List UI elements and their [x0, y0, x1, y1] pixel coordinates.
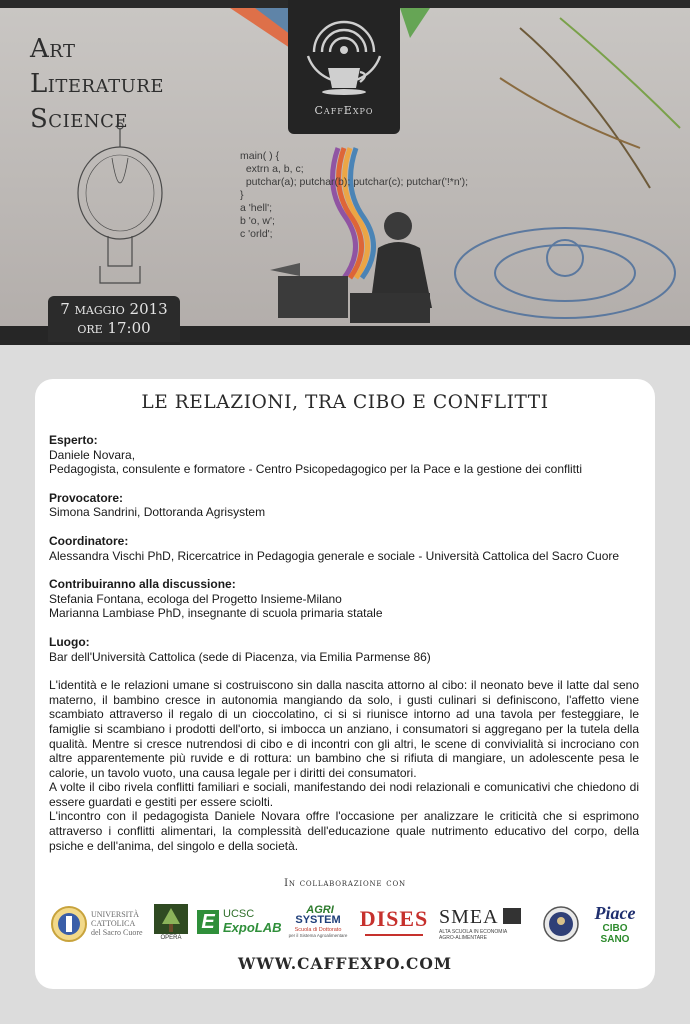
event-time: ore 17:00: [77, 319, 151, 337]
section-provocatore: [49, 491, 639, 520]
code-line: c 'orld';: [240, 228, 273, 240]
event-banner: [0, 0, 690, 345]
section-heading: Luogo:: [49, 634, 90, 649]
opera-logo[interactable]: [151, 904, 191, 944]
section-esperto: [49, 433, 639, 477]
code-line: a 'hell';: [240, 202, 273, 214]
agri-label: AGRI: [306, 904, 334, 916]
smea-logo[interactable]: [439, 904, 531, 944]
section-line: Simona Sandrini, Dottoranda Agrisystem: [49, 505, 266, 520]
dises-label: DISES: [359, 906, 429, 931]
section-contributors: [49, 577, 639, 621]
event-date: 7 maggio 2013: [60, 300, 168, 318]
piace-label: Piace: [594, 903, 636, 923]
section-heading: Provocatore:: [49, 490, 124, 505]
fern-leaves: [500, 18, 680, 188]
section-line: Stefania Fontana, ecologa del Progetto Insieme-Milano: [49, 591, 342, 606]
expolab-label: ExpoLAB: [223, 920, 282, 935]
section-heading: Esperto:: [49, 433, 98, 447]
ucsc-label: UCSC: [223, 908, 255, 920]
headline: [30, 32, 164, 137]
code-line: extrn a, b, c;: [240, 163, 304, 175]
code-line: putchar(a); putchar(b); putchar(c); putchar('!*n');: [240, 176, 469, 188]
code-line: main( ) {: [240, 150, 280, 162]
description-paragraph: L'identità e le relazioni umane si costruiscono sin dalla nascita attorno al cibo: il neonato beve il latte dal seno materno, il bambino cresce in autonomia mangiando da solo, i gusti culinari si definiscono, l'affetto viene scambiato attraverso il regalo di un cioccolatino, ci si si riunisce intorno ad una tavola per festeggiare, le famiglie si scambiano i prodotti dell'orto, si imbocca un anziano, i consumatori si aggregano per la tutela della qualità. Mentre si cresce nutrendosi di cibo e di incontri con gli altri, le scene di convivialità si incrociano con altre apparentemente più ruvide e di rottura: un bambino che si rifiuta di mangiare, un adolescente pesa le calorie, un tavolo vuoto, una causa legale per i diritti dei consumatori.: [49, 678, 639, 780]
opera-tree-icon: [154, 904, 188, 934]
partner-logos: [47, 904, 643, 944]
event-card: [35, 379, 655, 989]
smea-badge-icon: [503, 908, 521, 924]
section-line: Alessandra Vischi PhD, Ricercatrice in Pedagogia generale e sociale - Università Cattolica del Sacro Cuore: [49, 548, 620, 563]
headline-literature: Literature: [30, 69, 164, 99]
agri-sub: Scuola di Dottorato: [294, 927, 342, 933]
piace-cibo-sano-logo[interactable]: [587, 904, 643, 944]
coffee-cup-signal-icon: [288, 0, 400, 104]
opera-label: OPERA: [160, 935, 182, 941]
code-line: b 'o, w';: [240, 215, 275, 227]
expolab-e-icon: E: [197, 910, 219, 934]
system-label: SYSTEM: [295, 914, 341, 926]
section-line: Bar dell'Università Cattolica (sede di Piacenza, via Emilia Parmense 86): [49, 649, 431, 664]
code-snippet: [240, 150, 468, 241]
collaboration-label: In collaborazione con: [284, 878, 406, 889]
website-link[interactable]: WWW.CAFFEXPO.COM: [237, 954, 453, 973]
cattolica-line: CATTOLICA: [91, 919, 136, 928]
ornament: [455, 228, 675, 318]
section-line: Pedagogista, consulente e formatore - Centro Psicopedagogico per la Pace e la gestione dei conflitti: [49, 462, 582, 477]
smea-sub: ALTA SCUOLA IN ECONOMIA: [439, 929, 508, 935]
emblem-logo[interactable]: [541, 904, 581, 944]
light-bulb-drawing: [78, 123, 162, 283]
section-line: Marianna Lambiase PhD, insegnante di scuola primaria statale: [49, 606, 383, 621]
dises-rule: [365, 934, 423, 936]
headline-science: Science: [30, 104, 128, 134]
date-badge: [48, 296, 180, 342]
section-heading: Contribuiranno alla discussione:: [49, 577, 236, 592]
headline-art: Art: [30, 34, 76, 64]
event-title: LE RELAZIONI, TRA CIBO E CONFLITTI: [141, 392, 549, 413]
description-paragraph: L'incontro con il pedagogista Daniele Novara offre l'occasione per analizzare le criticità che si esprimono attraverso i conflitti alimentari, la complessità dell'educazione quale nutrimento educativo del corpo, della psiche e dell'anima, del singolo e della società.: [49, 809, 639, 853]
dises-logo[interactable]: [357, 904, 431, 944]
agri-sub2: per il Sistema Agroalimentare: [288, 933, 348, 938]
cibo-sano-label: CIBO SANO: [600, 923, 630, 945]
smea-label: SMEA: [439, 906, 499, 928]
section-line: Daniele Novara,: [49, 447, 136, 462]
section-coordinatore: [49, 534, 639, 563]
cattolica-seal-icon: [51, 906, 87, 942]
ucsc-expolab-logo[interactable]: [197, 904, 282, 944]
code-line: }: [240, 189, 244, 201]
section-luogo: [49, 635, 639, 664]
section-heading: Coordinatore:: [49, 533, 129, 548]
cattolica-logo[interactable]: [47, 904, 147, 944]
caffexpo-logo: [288, 0, 400, 134]
smea-sub2: AGRO-ALIMENTARE: [439, 935, 487, 941]
emblem-seal-icon: [543, 906, 579, 942]
agrisystem-logo[interactable]: [287, 904, 349, 944]
cattolica-line: del Sacro Cuore: [91, 928, 143, 937]
description-paragraph: A volte il cibo rivela conflitti familiari e sociali, manifestando dei nodi relazionali e comunicativi che chiedono di essere guardati e gestiti per essere sciolti.: [49, 780, 639, 809]
logo-text: CaffExpo: [314, 104, 374, 117]
cattolica-line: UNIVERSITÀ: [91, 910, 139, 919]
event-details: [49, 433, 639, 853]
